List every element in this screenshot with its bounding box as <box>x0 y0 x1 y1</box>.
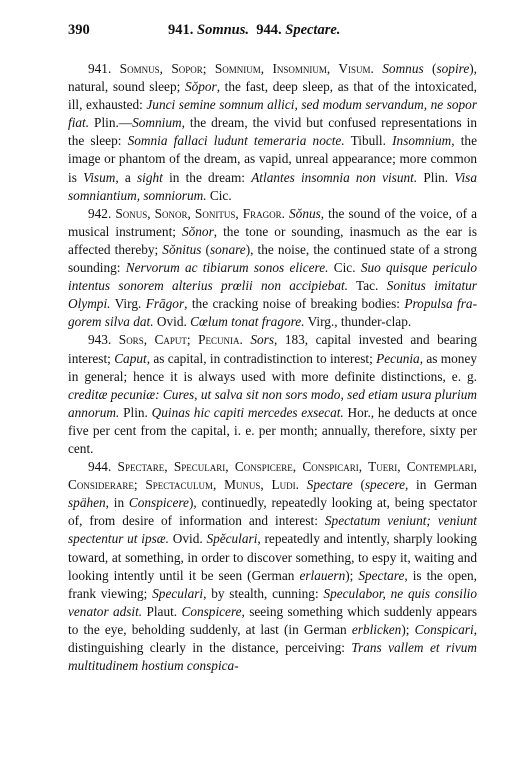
running-title: 941. Somnus. 944. Spectare. <box>168 22 341 38</box>
paragraph-944: 944. Spectare, Speculari, Conspicere, Conspicari, Tueri, Contemplari, Considerare; Spectaculum, Munus, Ludi. Spectare (specere, in German spähen, in Conspicere), continuedly, repeatedly looking at, being spectator of, from desire of information and interest: Spectatum veniunt; veniunt spectentur ut ipsæ. Ovid. Spĕculari, repeatedly and intently, sharply looking toward, at something, in order to discover something, to espy it, waiting and looking intently until it be seen (German erlauern); Spectare, is the open, frank viewing; Speculari, by stealth, cunning: Speculabor, ne quis consilio venator adsit. Plaut. Conspicere, seeing something which suddenly appears to the eye, beholding suddenly, at last (in German erblicken); Conspicari, distinguishing clearly in the distance, perceiving: Trans vallem et rivum multitudinem hostium conspica- <box>68 459 478 674</box>
paragraph-942: 942. Sonus, Sonor, Sonitus, Fragor. Sŏnus, the sound of the voice, of a musical instrument; Sŏnor, the tone or sounding, inasmuch as the ear is affected thereby; Sŏnitus (sonare), the noise, the continued state of a strong sounding: Nervorum ac tibiarum sonos elicere. Cic. Suo quisque periculo intentus sonorem alterius prœlii non accipiebat. Tac. Sonitus imitatur Olympi. Virg. Frāgor, the cracking noise of breaking bodies: Propulsa fragorem silva dat. Ovid. Cœlum tonat fragore. Virg., thunder-clap. <box>68 205 478 330</box>
body-text <box>68 60 477 675</box>
page-header <box>68 22 477 44</box>
paragraph-941: 941. Somnus, Sopor; Somnium, Insomnium, Visum. Somnus (sopire), natural, sound sleep; Sŏpor, the fast, deep sleep, as that of the intoxicated, ill, exhausted: Junci semine somnum allici, sed modum servandum, ne sopor fiat. Plin.—Somnium, the dream, the vivid but confused representations in the sleep: Somnia fallaci ludunt temeraria nocte. Tibull. Insomnium, the image or phantom of the dream, as vapid, unreal appearance; more common is Visum, a sight in the dream: Atlantes insomnia non visunt. Plin. Visa somniantium, somniorum. Cic. <box>68 61 478 203</box>
page-number: 390 <box>68 22 90 38</box>
paragraph-943: 943. Sors, Caput; Pecunia. Sors, 183, capital invested and bearing interest; Caput, as capital, in contradistinction to interest; Pecunia, as money in general; hence it is always used with more definite distinctions, e. g. creditæ pecuniæ: Cures, ut salva sit non sors modo, sed etiam usura plurium annorum. Plin. Quinas hic capiti mercedes exsecat. Hor., he deducts at once five per cent from the capital, i. e. per month; annually, therefore, sixty per cent. <box>68 332 478 456</box>
